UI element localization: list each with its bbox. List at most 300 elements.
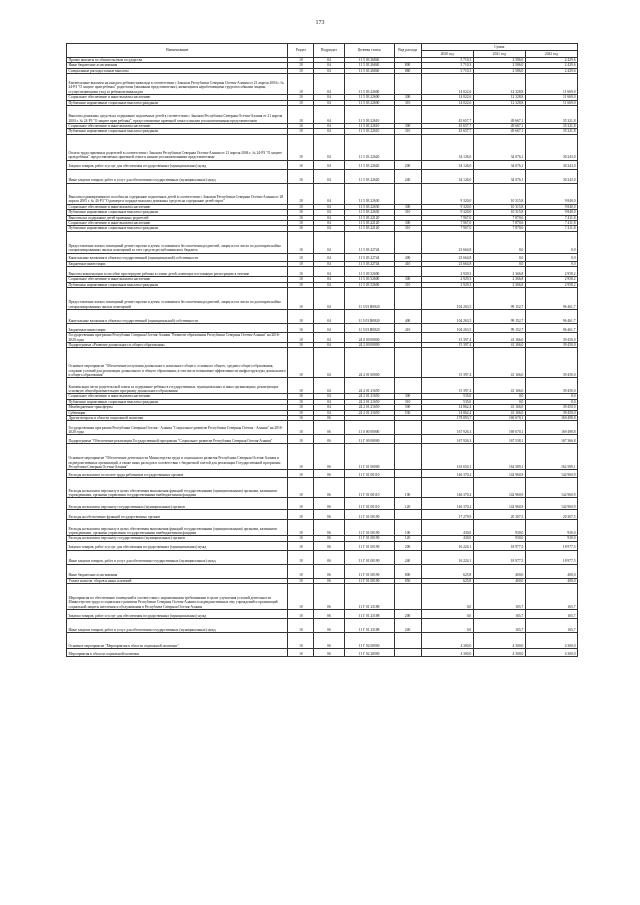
row-sum-2022: 39 450,0 [525, 333, 577, 343]
row-podrazdel: 04 [314, 63, 344, 68]
row-name: Социальное обеспечение и иные выплаты населению [67, 277, 288, 282]
table-row [67, 564, 578, 578]
row-name: Выплата компенсации за пособие при передаче ребенка в семью детей, имеющих постоянную регистрацию в течение [67, 267, 288, 277]
row-sum-2020: 535,0 [421, 394, 473, 399]
row-sum-2022: 2 429,6 [525, 58, 577, 63]
row-sum-2020: 5 710,3 [421, 68, 473, 73]
row-sum-2021: 34 076,1 [473, 134, 525, 160]
row-vid: 310 [394, 100, 421, 105]
row-razdel: 10 [288, 282, 314, 287]
row-sum-2021: 4 300,0 [473, 649, 525, 657]
row-razdel: 10 [288, 520, 314, 536]
row-razdel: 10 [288, 277, 314, 282]
row-name: Социальное обеспечение и иные выплаты населению [67, 204, 288, 209]
row-name: Уплата налогов, сборов и иных платежей [67, 578, 288, 583]
row-sum-2020: 2 929,3 [421, 267, 473, 277]
row-sum-2020: 23 664,8 [421, 231, 473, 253]
row-sum-2020: 146 370,2 [421, 478, 473, 498]
row-sum-2022: 2 958,2 [525, 267, 577, 277]
row-sum-2021: 2 586,0 [473, 63, 525, 68]
row-vid [394, 510, 421, 520]
row-sum-2020: 23 664,8 [421, 253, 473, 261]
table-body [67, 58, 578, 657]
row-name: Другие вопросы в области социальной политики [67, 415, 288, 420]
row-sum-2021: 18 977,5 [473, 541, 525, 550]
row-sum-2022: 39 450,0 [525, 342, 577, 347]
row-sum-2020: 15 397,4 [421, 342, 473, 347]
row-sum-2022: 96 461,7 [525, 288, 577, 310]
row-vid [394, 134, 421, 160]
row-podrazdel: 06 [314, 421, 344, 435]
row-sum-2022: 4 300,0 [525, 633, 577, 649]
table-row [67, 541, 578, 550]
row-sum-2022: 0,0 [525, 261, 577, 266]
row-name: Бюджетные инвестиции [67, 324, 288, 333]
table-row [67, 610, 578, 619]
row-sum-2022: 162 589,1 [525, 444, 577, 470]
row-target: 11 Г 01 23188 [344, 619, 394, 633]
table-row [67, 253, 578, 261]
row-target: 24 2 01 00000 [344, 348, 394, 378]
row-sum-2022: 930,0 [525, 520, 577, 536]
table-row [67, 633, 578, 649]
row-vid [394, 267, 421, 277]
row-sum-2021: 41 166,0 [473, 342, 525, 347]
row-vid: 300 [394, 221, 421, 226]
table-row [67, 444, 578, 470]
row-podrazdel: 06 [314, 619, 344, 633]
row-podrazdel: 06 [314, 470, 344, 478]
row-target: 11 5 03 R0820 [344, 310, 394, 324]
table-row [67, 478, 578, 498]
table-row [67, 550, 578, 564]
row-sum-2021: 99 152,7 [473, 324, 525, 333]
table-row [67, 183, 578, 204]
row-name: Мероприятия по обеспечению помещений в соответствии с нормативными требованиями в целях улучшения условий деятельности Министерства труда и социального развития Республики Северная Осетия-Алания и подведомственных ему учреждений и организаций социальной защиты населения и обслуживания в Республике Северная Осетия-Алания [67, 584, 288, 610]
row-sum-2022: 20 307,5 [525, 510, 577, 520]
row-vid: 850 [394, 578, 421, 583]
row-sum-2020: 9 320,0 [421, 210, 473, 215]
table-row [67, 169, 578, 183]
table-row [67, 333, 578, 343]
row-name: Выплаты единовременного пособия на содержание подопечных детей в соответствии с Законом Республики Северная Осетия-Алания от 28 апреля 2005 г. № 44-РЗ "О размере и порядке выплаты денежных средств на содержание детей-сирот" [67, 183, 288, 204]
row-sum-2022: 11 669,0 [525, 74, 577, 95]
row-name: Закупка товаров, работ и услуг для обеспечения государственных (муниципальных) нужд [67, 160, 288, 169]
row-podrazdel: 04 [314, 58, 344, 63]
row-sum-2020: 0,0 [421, 610, 473, 619]
row-sum-2020: 45 657,7 [421, 129, 473, 134]
row-razdel: 10 [288, 536, 314, 541]
row-sum-2022: 39 450,0 [525, 410, 577, 415]
row-podrazdel: 04 [314, 210, 344, 215]
table-row [67, 498, 578, 510]
row-sum-2022: 0,0 [525, 399, 577, 404]
row-sum-2021: 34 076,1 [473, 160, 525, 169]
row-podrazdel: 06 [314, 578, 344, 583]
row-sum-2022: 4 300,0 [525, 649, 577, 657]
row-sum-2022: 2 429,6 [525, 68, 577, 73]
row-target: 11 5 03 22620 [344, 169, 394, 183]
row-target: 11 5 03 22120 [344, 215, 394, 220]
row-podrazdel: 04 [314, 261, 344, 266]
row-target: 11 Г 01 00000 [344, 444, 394, 470]
row-razdel: 10 [288, 253, 314, 261]
row-vid: 310 [394, 282, 421, 287]
row-podrazdel: 04 [314, 410, 344, 415]
row-razdel: 10 [288, 221, 314, 226]
table-row [67, 267, 578, 277]
table-row [67, 435, 578, 444]
row-sum-2021: 0,0 [473, 394, 525, 399]
row-name: Субвенции [67, 410, 288, 415]
row-podrazdel: 04 [314, 134, 344, 160]
table-row [67, 231, 578, 253]
row-sum-2020: 34 126,0 [421, 134, 473, 160]
row-name: Капитальные вложения в объекты государственной (муниципальной) собственности [67, 253, 288, 261]
row-sum-2022: 30 243,0 [525, 134, 577, 160]
row-vid [394, 231, 421, 253]
row-razdel: 10 [288, 310, 314, 324]
row-podrazdel: 04 [314, 282, 344, 287]
row-sum-2022: 165,7 [525, 584, 577, 610]
row-vid: 120 [394, 498, 421, 510]
header-year-2022: 2022 год [525, 51, 577, 58]
row-podrazdel: 04 [314, 333, 344, 343]
row-sum-2021: 49 667,1 [473, 106, 525, 124]
header-razdel: Раздел [288, 44, 314, 58]
row-vid: 300 [394, 394, 421, 399]
row-razdel: 10 [288, 478, 314, 498]
row-name: Выплаты денежных средств на содержание подопечных детей в соответствии с Законом Республики Северная Осетия-Алания от 21 апреля 2004 г. № 24-РЗ "О защите прав ребенка", предоставляемые приемной семье и иными уполномоченными представителями [67, 106, 288, 124]
row-razdel: 10 [288, 541, 314, 550]
table-row [67, 106, 578, 124]
row-name: Выплаты на содержание детей приемных родителей [67, 215, 288, 220]
row-sum-2020: 15 397,4 [421, 333, 473, 343]
row-name: Оплата труда приемных родителей в соответствии с Законом Республики Северная Осетия-Алания от 21 апреля 2004 г. № 24-РЗ "О защите прав ребенка" предоставляемых приемной семье и иными уполномоченными представителями [67, 134, 288, 160]
table-row [67, 619, 578, 633]
row-sum-2020: 430,0 [421, 536, 473, 541]
row-razdel: 10 [288, 435, 314, 444]
row-vid [394, 444, 421, 470]
row-target: 11 0 00 00000 [344, 421, 394, 435]
row-sum-2020: 14 022,6 [421, 95, 473, 100]
row-razdel: 10 [288, 63, 314, 68]
row-name: Социальное обеспечение и иные выплаты населению [67, 221, 288, 226]
row-razdel: 10 [288, 584, 314, 610]
row-razdel: 10 [288, 231, 314, 253]
row-target: 11 Г 01 00190 [344, 564, 394, 578]
row-sum-2020: 7 967,0 [421, 226, 473, 231]
row-vid: 240 [394, 169, 421, 183]
row-sum-2021: 0,0 [473, 253, 525, 261]
row-podrazdel: 04 [314, 310, 344, 324]
row-sum-2021: 12 328,8 [473, 100, 525, 105]
row-sum-2022: 39 450,0 [525, 405, 577, 410]
row-razdel: 10 [288, 378, 314, 394]
row-sum-2022: 7 411,8 [525, 226, 577, 231]
row-podrazdel: 04 [314, 68, 344, 73]
row-podrazdel: 04 [314, 394, 344, 399]
row-razdel: 10 [288, 619, 314, 633]
row-vid: 200 [394, 610, 421, 619]
row-vid: 800 [394, 564, 421, 578]
row-sum-2020: 9 320,0 [421, 183, 473, 204]
row-sum-2020: 104 263,5 [421, 288, 473, 310]
row-name: Предоставление жилых помещений детям-сиротам и детям, оставшимся без попечения родителей, лицам из их числа по договорам найма специализированных жилых помещений за счет средств республиканского бюджета [67, 231, 288, 253]
row-sum-2021: 400,0 [473, 578, 525, 583]
row-sum-2022: 9 840,0 [525, 204, 577, 209]
row-sum-2021: 2 366,8 [473, 277, 525, 282]
row-podrazdel: 06 [314, 415, 344, 420]
row-podrazdel: 06 [314, 564, 344, 578]
row-target: 11 5 03 22620 [344, 160, 394, 169]
row-name: Основное мероприятие "Мероприятия в области социальной политики" [67, 633, 288, 649]
row-sum-2021: 165,7 [473, 584, 525, 610]
row-target: 11 5 03 22610 [344, 106, 394, 124]
row-name: Мероприятия в области социальной политики [67, 649, 288, 657]
row-target: 11 Г 01 00190 [344, 536, 394, 541]
table-row [67, 348, 578, 378]
row-target: 11 5 03 26840 [344, 63, 394, 68]
row-sum-2020: 2 929,3 [421, 277, 473, 282]
row-vid: 530 [394, 410, 421, 415]
row-podrazdel: 04 [314, 204, 344, 209]
row-sum-2020: 14 022,6 [421, 100, 473, 105]
row-sum-2021: 10 315,8 [473, 183, 525, 204]
row-sum-2020: 17 279,9 [421, 510, 473, 520]
table-row [67, 160, 578, 169]
row-sum-2021: 7 870,6 [473, 226, 525, 231]
row-podrazdel: 06 [314, 633, 344, 649]
row-vid: 400 [394, 253, 421, 261]
row-razdel: 10 [288, 324, 314, 333]
row-podrazdel: 04 [314, 267, 344, 277]
row-sum-2021: 169 670,1 [473, 415, 525, 420]
row-name: Межбюджетные трансферты [67, 405, 288, 410]
row-sum-2020: 45 657,7 [421, 124, 473, 129]
row-razdel: 10 [288, 333, 314, 343]
row-sum-2021: 165,7 [473, 610, 525, 619]
row-name: Иные бюджетные ассигнования [67, 63, 288, 68]
row-target: 24 2 00 00000 [344, 342, 394, 347]
row-sum-2020: 167 926,3 [421, 435, 473, 444]
row-sum-2021: 169 670,1 [473, 421, 525, 435]
row-vid: 300 [394, 277, 421, 282]
row-vid: 120 [394, 536, 421, 541]
row-sum-2020: 5 710,3 [421, 63, 473, 68]
row-name: Предоставление жилых помещений детям-сиротам и детям, оставшимся без попечения родителей, лицам из их числа по договорам найма специализированных жилых помещений [67, 288, 288, 310]
row-name: Иные бюджетные ассигнования [67, 564, 288, 578]
row-name: Компенсация части родительской платы за содержание ребенка в государственных, муниципальных и иных организациях, реализующих основную общеобразовательную программу дошкольного образования [67, 378, 288, 394]
row-sum-2021: 162 589,1 [473, 444, 525, 470]
row-podrazdel: 04 [314, 342, 344, 347]
row-name: Публичные нормативные социальные выплаты гражданам [67, 129, 288, 134]
row-vid [394, 183, 421, 204]
row-podrazdel: 06 [314, 541, 344, 550]
row-name: Подпрограмма «Развитие дошкольного и общего образования» [67, 342, 288, 347]
row-razdel: 10 [288, 129, 314, 134]
row-podrazdel: 04 [314, 215, 344, 220]
row-sum-2021: 18 977,5 [473, 550, 525, 564]
row-vid [394, 333, 421, 343]
row-sum-2022: 39 450,0 [525, 378, 577, 394]
row-sum-2021: 99 152,7 [473, 310, 525, 324]
row-razdel: 10 [288, 169, 314, 183]
row-podrazdel: 04 [314, 405, 344, 410]
row-sum-2022: 2 429,6 [525, 63, 577, 68]
row-target: 11 Г 01 00110 [344, 470, 394, 478]
row-vid: 500 [394, 405, 421, 410]
row-podrazdel: 06 [314, 610, 344, 619]
row-razdel: 10 [288, 415, 314, 420]
row-sum-2022: 7 411,8 [525, 221, 577, 226]
row-sum-2021: 41 166,0 [473, 405, 525, 410]
row-sum-2021: 41 166,0 [473, 348, 525, 378]
row-name: Закупка товаров, работ и услуг для обеспечения государственных (муниципальных) нужд [67, 610, 288, 619]
header-year-2021: 2021 год [473, 51, 525, 58]
row-vid: 300 [394, 95, 421, 100]
row-sum-2022: 2 958,2 [525, 282, 577, 287]
row-vid [394, 288, 421, 310]
page-number: 173 [315, 20, 325, 26]
row-sum-2021: 2 366,8 [473, 282, 525, 287]
row-razdel: 10 [288, 215, 314, 220]
row-vid: 200 [394, 541, 421, 550]
row-name: Бюджетные инвестиции [67, 261, 288, 266]
row-razdel: 10 [288, 183, 314, 204]
row-sum-2021: 20 307,5 [473, 510, 525, 520]
row-razdel: 10 [288, 470, 314, 478]
row-sum-2021: 12 328,8 [473, 95, 525, 100]
row-sum-2021: 41 166,0 [473, 378, 525, 394]
row-sum-2022: 169 498,8 [525, 415, 577, 420]
row-vid: 100 [394, 478, 421, 498]
row-sum-2022: 35 321,8 [525, 124, 577, 129]
row-target: 24 2 01 21650 [344, 405, 394, 410]
row-podrazdel: 04 [314, 253, 344, 261]
row-razdel: 10 [288, 226, 314, 231]
row-sum-2021: 165,7 [473, 619, 525, 633]
row-podrazdel: 04 [314, 277, 344, 282]
row-sum-2021: 0,0 [473, 399, 525, 404]
table-row [67, 649, 578, 657]
row-name: Государственная программа Республики Северная Осетия - Алания "Социальное развитие Республики Северная Осетия - Алания" на 2016-2020 годы [67, 421, 288, 435]
row-sum-2021: 2 366,8 [473, 267, 525, 277]
row-target: 24 2 01 21650 [344, 378, 394, 394]
row-target: 11 Г 00 00000 [344, 435, 394, 444]
row-name: Специальные расходы и иные выплаты [67, 68, 288, 73]
row-sum-2022: 7 411,8 [525, 215, 577, 220]
row-target: 11 Г 01 00190 [344, 550, 394, 564]
row-sum-2020: 23 664,8 [421, 261, 473, 266]
row-vid: 310 [394, 129, 421, 134]
header-year-2020: 2020 год [421, 51, 473, 58]
row-target: 11 5 03 52600 [344, 282, 394, 287]
row-razdel: 10 [288, 405, 314, 410]
row-sum-2021: 2 586,0 [473, 68, 525, 73]
row-name: Закупка товаров, работ и услуг для обеспечения государственных (муниципальных) нужд [67, 541, 288, 550]
row-vid: 310 [394, 226, 421, 231]
row-target: 11 5 03 26840 [344, 68, 394, 73]
row-sum-2022: 39 450,0 [525, 348, 577, 378]
row-name: Ежемесячные выплаты на каждого ребенка-инвалида в соответствии с Законом Республики Северная Осетия-Алания от 21 апреля 2004 г. № 24-РЗ "О защите прав ребенка" родителям (законным представителям), являющимся неработающими трудоспособными лицами, осуществляющими уход за ребенком-инвалидом [67, 74, 288, 95]
row-sum-2022: 30 243,0 [525, 169, 577, 183]
row-target: 11 5 03 22610 [344, 124, 394, 129]
row-vid: 410 [394, 261, 421, 266]
row-podrazdel: 04 [314, 95, 344, 100]
row-sum-2021: 930,0 [473, 520, 525, 536]
row-vid: 400 [394, 310, 421, 324]
row-razdel: 10 [288, 106, 314, 124]
row-vid: 200 [394, 160, 421, 169]
row-sum-2021: 41 166,0 [473, 333, 525, 343]
row-sum-2020: 625,8 [421, 564, 473, 578]
row-target: 11 Г 01 23188 [344, 584, 394, 610]
row-razdel: 10 [288, 210, 314, 215]
row-sum-2022: 400,0 [525, 578, 577, 583]
row-sum-2020: 167 926,3 [421, 421, 473, 435]
row-sum-2022: 165,7 [525, 619, 577, 633]
row-vid [394, 470, 421, 478]
table-row [67, 470, 578, 478]
row-target: 11 Г 02 20000 [344, 649, 394, 657]
row-razdel: 10 [288, 288, 314, 310]
row-podrazdel: 06 [314, 649, 344, 657]
row-sum-2020: 16 224,1 [421, 541, 473, 550]
row-sum-2022: 18 977,5 [525, 550, 577, 564]
row-sum-2022: 35 321,8 [525, 106, 577, 124]
row-vid: 310 [394, 399, 421, 404]
row-sum-2020: 146 370,2 [421, 498, 473, 510]
row-sum-2022: 0,0 [525, 253, 577, 261]
row-target: 24 2 01 21650 [344, 394, 394, 399]
row-sum-2020: 14 862,4 [421, 405, 473, 410]
row-sum-2021: 0,0 [473, 261, 525, 266]
row-podrazdel: 04 [314, 129, 344, 134]
row-sum-2020: 15 397,4 [421, 348, 473, 378]
row-sum-2022: 2 958,2 [525, 277, 577, 282]
row-sum-2020: 45 657,7 [421, 106, 473, 124]
row-vid [394, 106, 421, 124]
table-row [67, 510, 578, 520]
row-vid: 410 [394, 324, 421, 333]
row-vid: 310 [394, 210, 421, 215]
row-sum-2020: 7 967,0 [421, 215, 473, 220]
row-razdel: 10 [288, 267, 314, 277]
row-name: Подпрограмма "Обеспечение реализации Государственной программы "Социальное развитие Республики Северная Осетия-Алания" [67, 435, 288, 444]
row-name: Социальное обеспечение и иные выплаты населению [67, 394, 288, 399]
table-row [67, 520, 578, 536]
row-podrazdel: 04 [314, 74, 344, 95]
row-target: 11 5 03 22630 [344, 183, 394, 204]
row-target: 11 5 03 22630 [344, 210, 394, 215]
row-podrazdel: 06 [314, 444, 344, 470]
row-target: 11 5 03 52600 [344, 277, 394, 282]
row-podrazdel: 04 [314, 399, 344, 404]
row-name: Публичные нормативные социальные выплаты гражданам [67, 226, 288, 231]
row-name: Социальное обеспечение и иные выплаты населению [67, 95, 288, 100]
row-vid: 300 [394, 124, 421, 129]
table-row [67, 584, 578, 610]
header-podrazdel: Подраздел [314, 44, 344, 58]
row-sum-2021: 930,0 [473, 536, 525, 541]
row-podrazdel: 06 [314, 584, 344, 610]
row-target: 11 5 03 22744 [344, 261, 394, 266]
row-name: Расходы на выплаты персоналу государственных (муниципальных) органов [67, 536, 288, 541]
row-target: 24 2 01 21650 [344, 399, 394, 404]
row-razdel: 10 [288, 410, 314, 415]
row-podrazdel: 04 [314, 226, 344, 231]
